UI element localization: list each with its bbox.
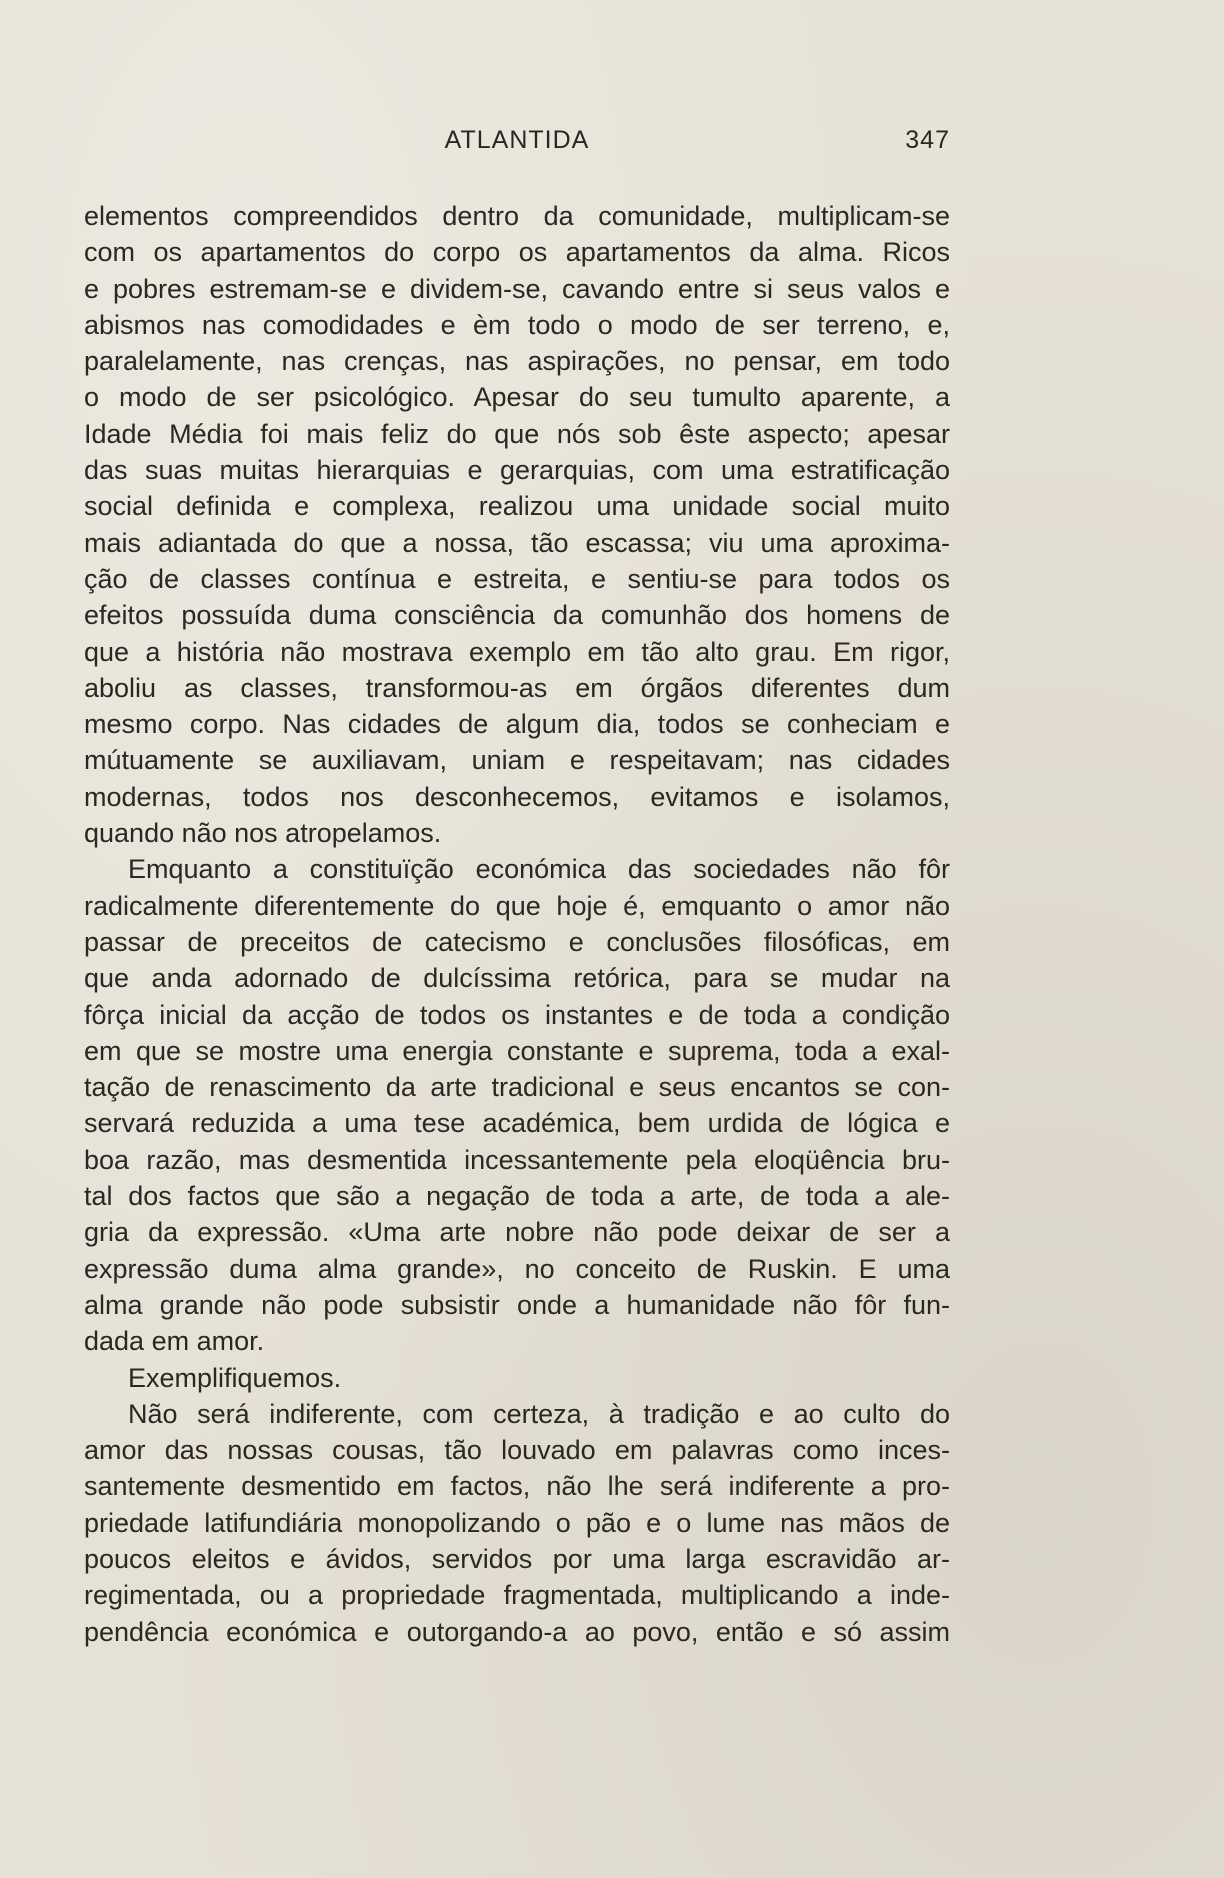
text-line: abismos nas comodidades e èm todo o modo de ser terreno, e,: [84, 309, 950, 340]
text-line: mútuamente se auxiliavam, uniam e respeitavam; nas cidades: [84, 745, 950, 776]
text-line: alma grande não pode subsistir onde a humanidade não fôr fun-: [84, 1289, 950, 1320]
text-line: das suas muitas hierarquias e gerarquias, com uma estratificação: [84, 455, 950, 486]
text-line: pendência económica e outorgando-a ao povo, então e só assim: [84, 1616, 950, 1647]
text-line: poucos eleitos e ávidos, servidos por uma larga escravidão ar-: [84, 1543, 950, 1574]
text-line: tal dos factos que são a negação de toda a arte, de toda a ale-: [84, 1181, 950, 1212]
text-line: social definida e complexa, realizou uma unidade social muito: [84, 491, 950, 522]
text-line: dada em amor.: [84, 1326, 265, 1357]
text-line: passar de preceitos de catecismo e conclusões filosóficas, em: [84, 926, 950, 957]
text-line: ção de classes contínua e estreita, e sentiu-se para todos os: [84, 563, 950, 594]
text-line: mesmo corpo. Nas cidades de algum dia, todos se conheciam e: [84, 709, 950, 740]
text-line: Idade Média foi mais feliz do que nós sob êste aspecto; apesar: [84, 418, 950, 449]
text-line: radicalmente diferentemente do que hoje é, emquanto o amor não: [84, 890, 950, 921]
body-text: [84, 198, 950, 1650]
text-line: Exemplifiquemos.: [128, 1362, 342, 1393]
text-line: o modo de ser psicológico. Apesar do seu tumulto aparente, a: [84, 382, 950, 413]
page-header: [84, 126, 950, 160]
text-line: fôrça inicial da acção de todos os instantes e de toda a condição: [84, 999, 950, 1030]
text-line: quando não nos atropelamos.: [84, 818, 442, 849]
text-line: paralelamente, nas crenças, nas aspirações, no pensar, em todo: [84, 346, 950, 377]
text-line: boa razão, mas desmentida incessantemente pela eloqüência bru-: [84, 1144, 950, 1175]
text-line: em que se mostre uma energia constante e suprema, toda a exal-: [84, 1035, 950, 1066]
page-number: 347: [905, 126, 950, 154]
text-line: modernas, todos nos desconhecemos, evitamos e isolamos,: [84, 781, 950, 812]
text-line: Emquanto a constituïção económica das sociedades não fôr: [128, 854, 950, 885]
text-line: elementos compreendidos dentro da comunidade, multiplicam-se: [84, 201, 950, 231]
text-line: e pobres estremam-se e dividem-se, cavando entre si seus valos e: [84, 273, 950, 304]
text-line: que a história não mostrava exemplo em tão alto grau. Em rigor,: [84, 636, 950, 667]
text-line: regimentada, ou a propriedade fragmentada, multiplicando a inde-: [84, 1580, 950, 1611]
text-line: Não será indiferente, com certeza, à tradição e ao culto do: [128, 1398, 950, 1429]
text-line: aboliu as classes, transformou-as em órgãos diferentes dum: [84, 672, 950, 703]
text-line: com os apartamentos do corpo os apartamentos da alma. Ricos: [84, 237, 950, 268]
text-line: mais adiantada do que a nossa, tão escassa; viu uma aproxima-: [84, 527, 950, 558]
text-line: tação de renascimento da arte tradicional e seus encantos se con-: [84, 1072, 950, 1103]
text-line: que anda adornado de dulcíssima retórica, para se mudar na: [84, 963, 950, 994]
text-line: priedade latifundiária monopolizando o pão e o lume nas mãos de: [84, 1507, 950, 1538]
running-title: ATLANTIDA: [444, 126, 590, 154]
text-line: amor das nossas cousas, tão louvado em palavras como inces-: [84, 1435, 950, 1466]
text-line: santemente desmentido em factos, não lhe será indiferente a pro-: [84, 1471, 950, 1502]
text-line: efeitos possuída duma consciência da comunhão dos homens de: [84, 600, 950, 631]
text-line: servará reduzida a uma tese académica, bem urdida de lógica e: [84, 1108, 950, 1139]
text-line: expressão duma alma grande», no conceito de Ruskin. E uma: [84, 1253, 950, 1284]
text-line: gria da expressão. «Uma arte nobre não pode deixar de ser a: [84, 1217, 950, 1248]
